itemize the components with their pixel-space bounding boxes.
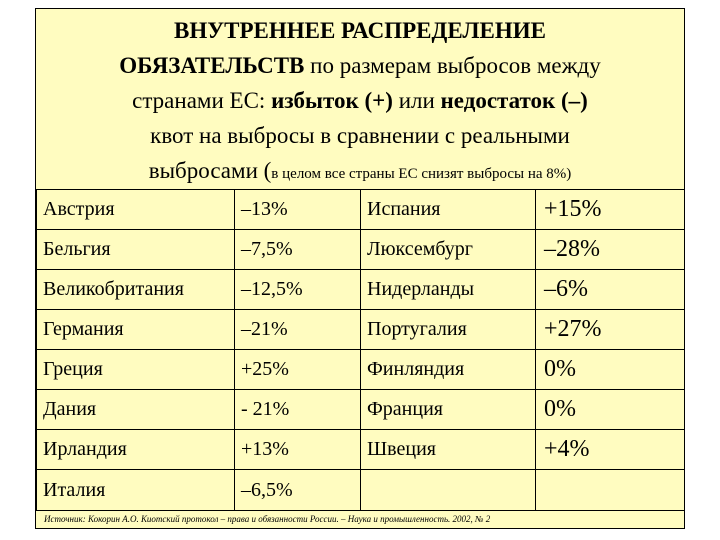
- country-cell: Франция: [361, 390, 536, 430]
- table-row: [37, 190, 685, 230]
- country-cell: Дания: [37, 390, 235, 430]
- country-cell: Люксембург: [361, 230, 536, 270]
- value-cell: +27%: [536, 310, 685, 350]
- country-cell: Ирландия: [37, 430, 235, 470]
- title-line-1: ВНУТРЕННЕЕ РАСПРЕДЕЛЕНИЕ: [174, 18, 546, 43]
- source-note: Источник: Кокорин А.О. Киотский протокол – права и обязанности России. – Наука и промышленность. 2002, № 2: [44, 514, 491, 524]
- value-cell: –28%: [536, 230, 685, 270]
- country-cell: Нидерланды: [361, 270, 536, 310]
- value-cell: +15%: [536, 190, 685, 230]
- value-cell: 0%: [536, 390, 685, 430]
- slide-title: [36, 13, 684, 192]
- table-row: [37, 390, 685, 430]
- country-cell: Швеция: [361, 430, 536, 470]
- emissions-table: [36, 189, 685, 511]
- value-cell: –21%: [235, 310, 361, 350]
- value-cell: –12,5%: [235, 270, 361, 310]
- value-cell: [536, 470, 685, 511]
- country-cell: Португалия: [361, 310, 536, 350]
- table-row: [37, 230, 685, 270]
- title-line-3: странами ЕС: избыток (+) или недостаток (–): [132, 88, 588, 113]
- country-cell: Италия: [37, 470, 235, 511]
- table-row: [37, 350, 685, 390]
- table-row: [37, 270, 685, 310]
- country-cell: [361, 470, 536, 511]
- value-cell: +13%: [235, 430, 361, 470]
- value-cell: +25%: [235, 350, 361, 390]
- country-cell: Великобритания: [37, 270, 235, 310]
- country-cell: Австрия: [37, 190, 235, 230]
- value-cell: –13%: [235, 190, 361, 230]
- value-cell: - 21%: [235, 390, 361, 430]
- value-cell: –7,5%: [235, 230, 361, 270]
- title-line-4: квот на выбросы в сравнении с реальными: [150, 123, 570, 148]
- table-row: [37, 470, 685, 511]
- country-cell: Бельгия: [37, 230, 235, 270]
- value-cell: +4%: [536, 430, 685, 470]
- country-cell: Финляндия: [361, 350, 536, 390]
- slide-frame: [35, 8, 685, 529]
- country-cell: Испания: [361, 190, 536, 230]
- country-cell: Германия: [37, 310, 235, 350]
- value-cell: –6%: [536, 270, 685, 310]
- title-line-5: выбросами (в целом все страны ЕС снизят выбросы на 8%): [148, 158, 572, 183]
- title-line-2: ОБЯЗАТЕЛЬСТВ по размерам выбросов между: [119, 53, 601, 78]
- value-cell: –6,5%: [235, 470, 361, 511]
- table-row: [37, 430, 685, 470]
- value-cell: 0%: [536, 350, 685, 390]
- country-cell: Греция: [37, 350, 235, 390]
- table-row: [37, 310, 685, 350]
